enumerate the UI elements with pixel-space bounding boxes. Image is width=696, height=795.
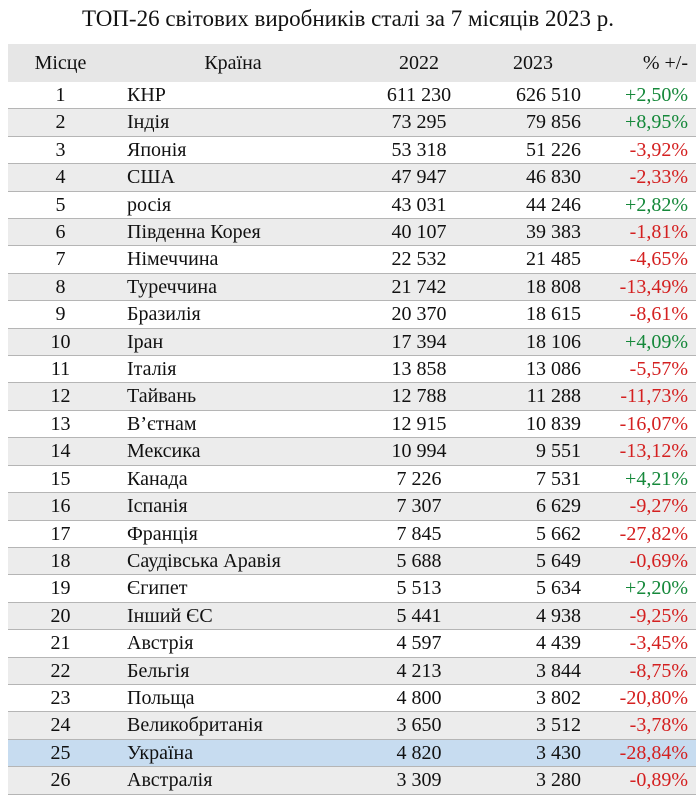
table-row [8, 410, 696, 437]
table-row [8, 767, 696, 794]
table-row [8, 630, 696, 657]
table-row [8, 136, 696, 163]
cell-rank: 21 [50, 632, 71, 655]
cell-2023: 51 226 [526, 138, 581, 161]
cell-rank: 6 [55, 221, 66, 244]
cell-country: Бразилія [127, 303, 201, 326]
cell-2023: 18 615 [526, 303, 581, 326]
cell-country: Інший ЄС [127, 604, 213, 627]
table-row [8, 191, 696, 218]
cell-rank: 8 [55, 275, 66, 298]
cell-2022: 3 309 [396, 769, 442, 792]
cell-2023: 13 086 [526, 358, 581, 381]
header-row [8, 44, 696, 82]
cell-2023: 3 512 [536, 714, 581, 737]
cell-country: Індія [127, 111, 170, 134]
table-row [8, 547, 696, 574]
cell-change: +2,20% [625, 577, 688, 600]
cell-rank: 13 [50, 412, 71, 435]
cell-2023: 3 280 [536, 769, 581, 792]
cell-change: -5,57% [629, 358, 688, 381]
cell-change: +2,82% [625, 193, 688, 216]
table-row [8, 109, 696, 136]
cell-country: Німеччина [127, 248, 219, 271]
header-change: % +/- [581, 44, 696, 82]
cell-country: Польща [127, 686, 195, 709]
cell-change: -4,65% [629, 248, 688, 271]
cell-2022: 4 820 [396, 741, 442, 764]
cell-country: Канада [127, 467, 188, 490]
cell-country: Саудівська Аравія [127, 549, 281, 572]
cell-2023: 44 246 [526, 193, 581, 216]
cell-country: КНР [127, 84, 166, 106]
cell-change: -16,07% [619, 412, 688, 435]
table-row [8, 383, 696, 410]
table-row [8, 164, 696, 191]
cell-change: -13,12% [619, 440, 688, 463]
cell-country: Єгипет [127, 577, 188, 600]
header-country: Країна [113, 44, 353, 82]
cell-rank: 5 [55, 193, 66, 216]
cell-2023: 21 485 [526, 248, 581, 271]
table-row [8, 82, 696, 109]
cell-2023: 9 551 [536, 440, 581, 463]
table-title: ТОП-26 світових виробників сталі за 7 місяців 2023 р. [81, 6, 615, 31]
table-row [8, 712, 696, 739]
cell-2023: 10 839 [526, 412, 581, 435]
table-row [8, 465, 696, 492]
cell-2022: 4 597 [396, 632, 442, 655]
cell-2023: 6 629 [536, 495, 581, 518]
cell-country: Іран [127, 330, 164, 353]
cell-country: Південна Корея [127, 221, 261, 244]
cell-change: -8,75% [629, 659, 688, 682]
header-rank: Місце [8, 44, 113, 82]
cell-2022: 4 213 [396, 659, 442, 682]
cell-2023: 79 856 [526, 111, 581, 134]
cell-country: Україна [127, 741, 194, 764]
table-row [8, 602, 696, 629]
cell-rank: 7 [55, 248, 66, 271]
cell-2022: 5 441 [396, 604, 442, 627]
cell-2022: 73 295 [391, 111, 447, 134]
cell-country: Японія [127, 138, 187, 161]
cell-change: -9,27% [629, 495, 688, 518]
cell-2022: 5 688 [396, 549, 442, 572]
cell-2022: 21 742 [391, 275, 447, 298]
cell-country: В’єтнам [127, 412, 197, 435]
cell-2023: 3 430 [536, 741, 581, 764]
cell-change: +2,50% [625, 84, 688, 106]
cell-rank: 4 [55, 166, 66, 189]
header-2023: 2023 [485, 44, 581, 82]
cell-2022: 611 230 [386, 84, 452, 106]
cell-2023: 3 802 [536, 686, 581, 709]
table-row [8, 273, 696, 300]
cell-rank: 22 [50, 659, 71, 682]
cell-country: Австралія [127, 769, 213, 792]
cell-country: Бельгія [127, 659, 190, 682]
cell-rank: 9 [55, 303, 66, 326]
cell-rank: 23 [50, 686, 71, 709]
cell-rank: 17 [50, 522, 71, 545]
header-2022: 2022 [353, 44, 485, 82]
cell-2023: 4 439 [536, 632, 581, 655]
cell-2023: 11 288 [526, 385, 581, 408]
cell-change: -13,49% [619, 275, 688, 298]
table-row [8, 575, 696, 602]
cell-country: Австрія [127, 632, 194, 655]
cell-rank: 19 [50, 577, 71, 600]
cell-country: Великобританія [127, 714, 263, 737]
cell-change: -11,73% [620, 385, 688, 408]
cell-country: Туреччина [127, 275, 217, 298]
cell-country: Іспанія [127, 495, 188, 518]
cell-2023: 39 383 [526, 221, 581, 244]
cell-2022: 43 031 [391, 193, 447, 216]
cell-2022: 7 226 [396, 467, 442, 490]
cell-2022: 7 845 [396, 522, 442, 545]
cell-rank: 26 [50, 769, 71, 792]
cell-2023: 626 510 [516, 84, 581, 106]
table-row [8, 438, 696, 465]
cell-rank: 2 [55, 111, 66, 134]
table-row [8, 493, 696, 520]
cell-2023: 3 844 [536, 659, 581, 682]
cell-2023: 7 531 [536, 467, 581, 490]
cell-2022: 40 107 [391, 221, 447, 244]
cell-2023: 5 649 [536, 549, 581, 572]
cell-rank: 24 [50, 714, 71, 737]
cell-rank: 1 [55, 84, 66, 106]
cell-change: -3,78% [629, 714, 688, 737]
table-row [8, 356, 696, 383]
cell-country: Мексика [127, 440, 201, 463]
cell-country: США [127, 166, 175, 189]
cell-2023: 5 634 [536, 577, 581, 600]
cell-2022: 7 307 [396, 495, 442, 518]
cell-2022: 13 858 [391, 358, 447, 381]
cell-change: -3,45% [629, 632, 688, 655]
cell-rank: 18 [50, 549, 71, 572]
cell-change: +8,95% [625, 111, 688, 134]
cell-change: -28,84% [619, 741, 688, 764]
cell-country: Франція [127, 522, 198, 545]
steel-producers-table [8, 44, 696, 795]
table-row [8, 657, 696, 684]
table-row [8, 520, 696, 547]
cell-2023: 18 106 [526, 330, 581, 353]
table-row [8, 246, 696, 273]
cell-change: -0,89% [629, 769, 688, 792]
cell-rank: 15 [50, 467, 71, 490]
cell-change: -8,61% [629, 303, 688, 326]
cell-2022: 4 800 [396, 686, 442, 709]
cell-rank: 20 [50, 604, 71, 627]
cell-rank: 3 [55, 138, 66, 161]
cell-rank: 25 [50, 741, 71, 764]
cell-2023: 18 808 [526, 275, 581, 298]
cell-2022: 22 532 [391, 248, 447, 271]
table-row [8, 219, 696, 246]
table-row [8, 328, 696, 355]
cell-rank: 10 [50, 330, 71, 353]
cell-change: -2,33% [629, 166, 688, 189]
cell-2022: 20 370 [391, 303, 447, 326]
cell-rank: 16 [50, 495, 71, 518]
cell-country: росія [127, 193, 172, 216]
cell-change: -9,25% [629, 604, 688, 627]
cell-2022: 53 318 [391, 138, 447, 161]
cell-rank: 11 [50, 358, 71, 381]
cell-2023: 4 938 [536, 604, 581, 627]
cell-change: -27,82% [619, 522, 688, 545]
cell-rank: 14 [50, 440, 71, 463]
cell-change: -1,81% [629, 221, 688, 244]
table-row [8, 739, 696, 766]
table-row [8, 684, 696, 711]
cell-2022: 10 994 [391, 440, 447, 463]
cell-change: +4,21% [625, 467, 688, 490]
cell-2022: 17 394 [391, 330, 447, 353]
cell-rank: 12 [50, 385, 71, 408]
cell-2022: 3 650 [396, 714, 442, 737]
cell-2023: 5 662 [536, 522, 581, 545]
cell-change: -3,92% [629, 138, 688, 161]
cell-2022: 12 788 [391, 385, 447, 408]
cell-2022: 5 513 [396, 577, 442, 600]
cell-country: Тайвань [127, 385, 197, 408]
cell-country: Італія [127, 358, 177, 381]
cell-change: -0,69% [629, 549, 688, 572]
cell-change: +4,09% [625, 330, 688, 353]
cell-2023: 46 830 [526, 166, 581, 189]
cell-change: -20,80% [619, 686, 688, 709]
table-row [8, 301, 696, 328]
cell-2022: 47 947 [391, 166, 447, 189]
cell-2022: 12 915 [391, 412, 447, 435]
